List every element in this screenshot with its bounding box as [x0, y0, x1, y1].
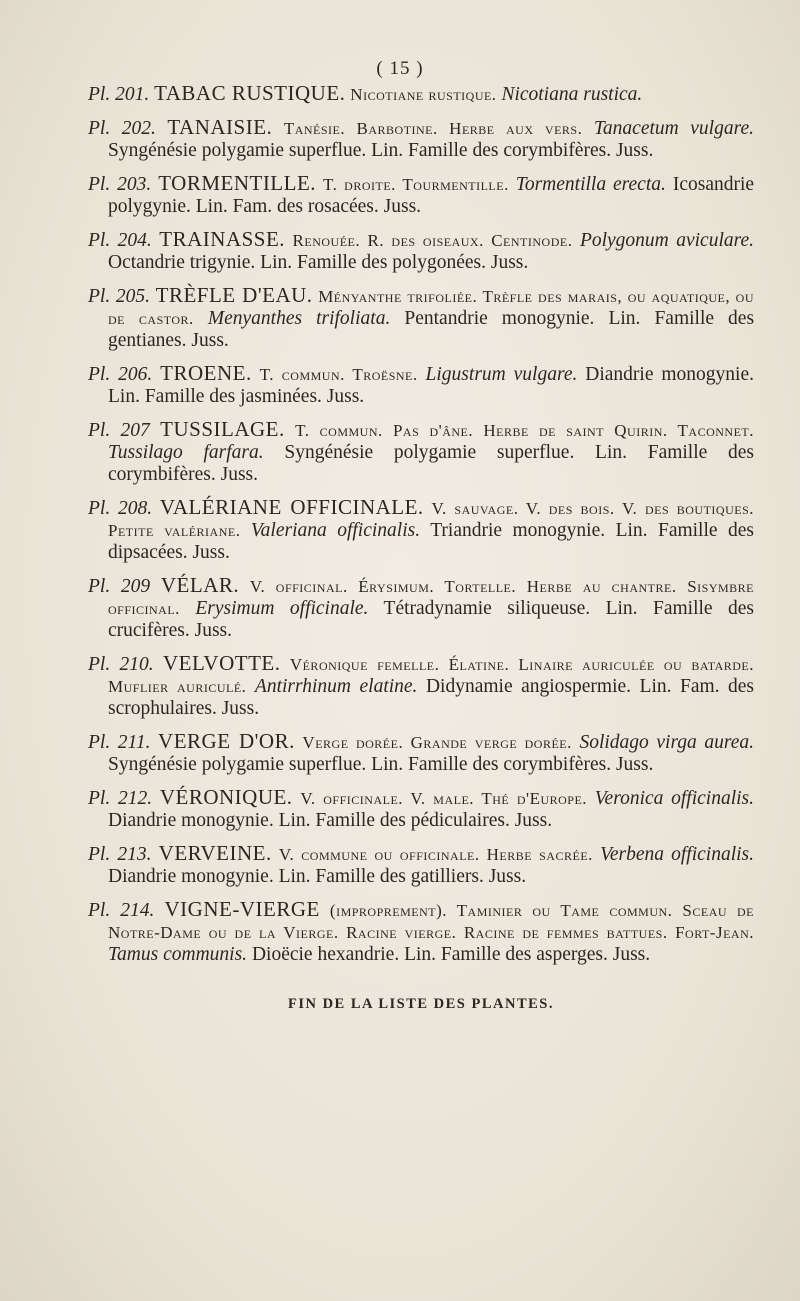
plant-entry	[88, 842, 754, 888]
synonyms: V. officinal. Érysimum. Tortelle. Herbe au chantre. Sisymbre officinal.	[108, 577, 754, 618]
synonyms: Renouée. R. des oiseaux. Centinode.	[292, 231, 573, 250]
classification: Icosandrie polygynie. Lin. Fam. des rosacées. Juss.	[108, 174, 755, 217]
classification: Syngénésie polygamie superflue. Lin. Famille des corymbifères. Juss.	[108, 140, 654, 161]
plant-entry	[88, 82, 754, 106]
plant-entry	[88, 228, 754, 274]
synonyms: T. commun. Pas d'âne. Herbe de saint Quirin. Taconnet.	[295, 421, 754, 440]
classification: Tétradynamie siliqueuse. Lin. Famille des crucifères. Juss.	[108, 598, 755, 641]
latin-name: Solidago virga aurea.	[579, 732, 755, 753]
plant-name: VERVEINE.	[158, 841, 272, 865]
plant-entry	[88, 652, 754, 720]
plant-name: VELVOTTE.	[163, 651, 281, 675]
plate-number: Pl. 208.	[88, 498, 153, 519]
latin-name: Tamus communis.	[108, 944, 248, 965]
plant-list	[88, 81, 755, 966]
page-number: ( 15 )	[376, 58, 424, 79]
synonyms: Nicotiane rustique.	[350, 85, 497, 104]
latin-name: Tussilago farfara.	[108, 442, 264, 463]
plant-entry	[88, 898, 754, 966]
plate-number: Pl. 210.	[88, 654, 154, 675]
synonyms: Ményanthe trifoliée. Trèfle des marais, ou aquatique, ou de castor.	[108, 287, 754, 328]
plant-name: TUSSILAGE.	[160, 417, 285, 441]
plant-name: TROENE.	[160, 361, 252, 385]
plant-entry	[88, 284, 754, 352]
plant-entry	[88, 172, 754, 218]
list-end-footer: FIN DE LA LISTE DES PLANTES.	[287, 996, 554, 1012]
plant-entry	[88, 362, 754, 408]
plant-name: TABAC RUSTIQUE.	[154, 81, 346, 105]
classification: Diandrie monogynie. Lin. Famille des jasminées. Juss.	[108, 364, 755, 407]
plate-number: Pl. 212.	[88, 788, 153, 809]
synonyms: (improprement). Taminier ou Tame commun. Sceau de Notre-Dame ou de la Vierge. Racine vierge. Racine de femmes battues. Fort-Jean.	[108, 901, 754, 942]
plant-name: VALÉRIANE OFFICINALE.	[159, 495, 424, 519]
plant-name: TORMENTILLE.	[158, 171, 317, 195]
synonyms: T. droite. Tourmentille.	[322, 175, 509, 194]
classification: Triandrie monogynie. Lin. Famille des dipsacées. Juss.	[108, 520, 754, 563]
latin-name: Polygonum aviculare.	[579, 230, 755, 251]
plant-entry	[88, 496, 754, 564]
latin-name: Ligustrum vulgare.	[425, 364, 578, 385]
latin-name: Tormentilla erecta.	[515, 174, 666, 195]
synonyms: Verge dorée. Grande verge dorée.	[302, 733, 572, 752]
classification: Diandrie monogynie. Lin. Famille des pédiculaires. Juss.	[108, 810, 553, 831]
plant-name: VÉRONIQUE.	[159, 785, 293, 809]
synonyms: T. commun. Troësne.	[259, 365, 418, 384]
plant-name: VIGNE-VIERGE	[164, 897, 320, 921]
classification: Diandrie monogynie. Lin. Famille des gatilliers. Juss.	[108, 866, 527, 887]
plate-number: Pl. 207	[88, 420, 150, 441]
plate-number: Pl. 209	[88, 576, 151, 597]
plant-name: TRÈFLE D'EAU.	[155, 283, 313, 307]
plant-name: VERGE D'OR.	[158, 729, 295, 753]
plant-entry	[88, 730, 754, 776]
plant-name: TRAINASSE.	[159, 227, 286, 251]
plate-number: Pl. 202.	[88, 118, 156, 139]
classification: Octandrie trigynie. Lin. Famille des polygonées. Juss.	[108, 252, 529, 273]
classification: Dioëcie hexandrie. Lin. Famille des asperges. Juss.	[251, 944, 651, 965]
classification: Syngénésie polygamie superflue. Lin. Famille des corymbifères. Juss.	[108, 754, 654, 775]
plant-entry	[88, 116, 754, 162]
plate-number: Pl. 213.	[88, 844, 152, 865]
latin-name: Menyanthes trifoliata.	[207, 308, 391, 329]
plate-number: Pl. 206.	[88, 364, 153, 385]
classification: Didynamie angiospermie. Lin. Fam. des scrophulaires. Juss.	[108, 676, 755, 719]
plate-number: Pl. 203.	[88, 174, 152, 195]
plant-name: TANAISIE.	[167, 115, 273, 139]
latin-name: Nicotiana rustica.	[501, 84, 643, 105]
plant-entry	[88, 786, 754, 832]
latin-name: Erysimum officinale.	[195, 598, 369, 619]
synonyms: V. sauvage. V. des bois. V. des boutiques. Petite valériane.	[108, 499, 754, 540]
plate-number: Pl. 201.	[88, 84, 150, 105]
latin-name: Verbena officinalis.	[600, 844, 755, 865]
classification: Syngénésie polygamie superflue. Lin. Famille des corymbifères. Juss.	[108, 442, 755, 485]
classification: Pentandrie monogynie. Lin. Famille des gentianes. Juss.	[108, 308, 755, 351]
plate-number: Pl. 204.	[88, 230, 152, 251]
synonyms: V. officinale. V. male. Thé d'Europe.	[300, 789, 588, 808]
synonyms: Véronique femelle. Élatine. Linaire auriculée ou batarde. Muflier auriculé.	[108, 655, 755, 696]
plant-entry	[88, 418, 754, 486]
latin-name: Antirrhinum elatine.	[254, 676, 418, 697]
plate-number: Pl. 214.	[88, 900, 155, 921]
synonyms: V. commune ou officinale. Herbe sacrée.	[278, 845, 593, 864]
plate-number: Pl. 211.	[88, 732, 151, 753]
plant-name: VÉLAR.	[160, 573, 240, 597]
plate-number: Pl. 205.	[88, 286, 150, 307]
latin-name: Veronica officinalis.	[594, 788, 755, 809]
latin-name: Tanacetum vulgare.	[593, 118, 754, 139]
synonyms: Tanésie. Barbotine. Herbe aux vers.	[283, 119, 583, 138]
plant-entry	[88, 574, 754, 642]
latin-name: Valeriana officinalis.	[250, 520, 421, 541]
